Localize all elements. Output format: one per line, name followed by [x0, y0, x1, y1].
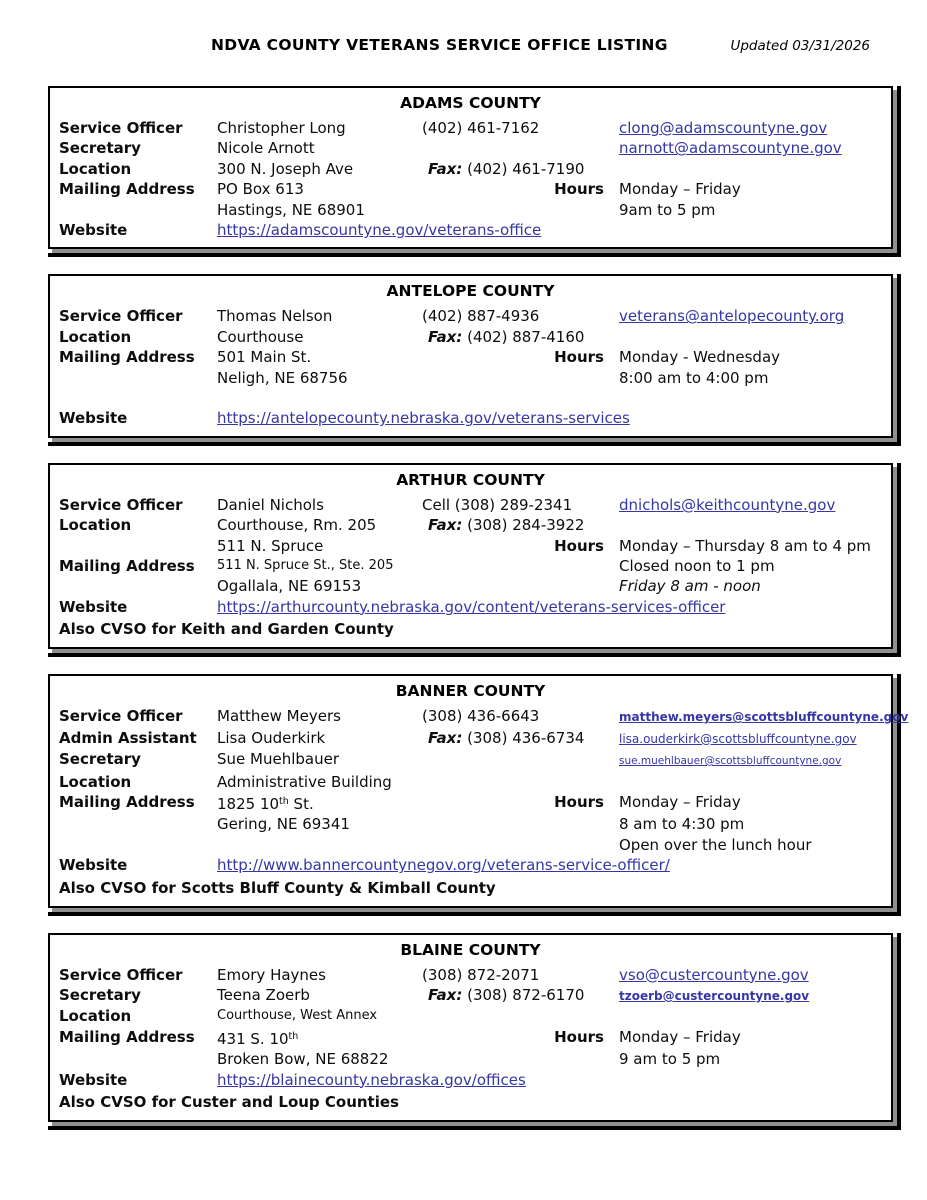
county-box-banner	[48, 674, 909, 915]
hours-label: Hours	[554, 536, 604, 555]
fax-label: Fax:	[428, 159, 463, 178]
email-cell	[619, 965, 882, 985]
field-label: Secretary	[59, 985, 141, 1004]
hours-value: Closed noon to 1 pm	[619, 557, 775, 576]
fax-number: Fax: (308) 436-6734	[422, 728, 619, 749]
field-value: Ogallala, NE 69153	[217, 577, 362, 596]
field-value: Sue Muehlbauer	[217, 750, 339, 769]
field-label: Mailing Address	[59, 557, 195, 576]
email-cell	[619, 495, 882, 515]
info-row	[50, 1049, 891, 1069]
field-value: 431 S. 10th	[217, 1029, 299, 1048]
phone-number: (308) 436-6643	[422, 707, 540, 726]
info-row	[50, 792, 891, 814]
field-value: Courthouse	[217, 327, 304, 346]
hours-label: Hours	[554, 1027, 604, 1046]
field-label: Service Officer	[59, 119, 183, 137]
info-row	[50, 1006, 891, 1026]
county-title: ARTHUR COUNTY	[396, 470, 545, 489]
hours-label: Hours	[554, 180, 604, 199]
website-row	[50, 855, 891, 875]
county-listing	[48, 86, 909, 1130]
county-title: ANTELOPE COUNTY	[386, 282, 555, 301]
page-title: NDVA COUNTY VETERANS SERVICE OFFICE LISTING	[211, 36, 668, 54]
page-header	[48, 36, 870, 60]
fax-label: Fax:	[428, 985, 463, 1004]
field-value: Christopher Long	[217, 119, 346, 137]
field-label: Location	[59, 327, 132, 346]
website-link[interactable]: http://www.bannercountynegov.org/veterans-service-officer/	[217, 856, 670, 875]
info-row	[50, 159, 891, 179]
field-value: 1825 10th St.	[217, 794, 314, 813]
field-label: Website	[59, 221, 128, 240]
email-cell	[619, 749, 882, 771]
field-value: PO Box 613	[217, 180, 304, 199]
email-link[interactable]: sue.muehlbauer@scottsbluffcountyne.gov	[619, 755, 842, 768]
county-box-blaine	[48, 933, 901, 1130]
field-label: Website	[59, 1070, 128, 1089]
field-value: Teena Zoerb	[217, 985, 310, 1004]
county-box-antelope	[48, 274, 901, 445]
info-row	[50, 835, 891, 855]
fax-label: Fax:	[428, 327, 463, 346]
website-link[interactable]: https://arthurcounty.nebraska.gov/content/veterans-services-officer	[217, 597, 726, 616]
field-label: Website	[59, 597, 128, 616]
field-label: Website	[59, 409, 128, 428]
email-link[interactable]: dnichols@keithcountyne.gov	[619, 495, 836, 514]
phone-number: (308) 872-2071	[422, 965, 540, 984]
info-row	[50, 179, 891, 199]
info-row	[50, 368, 891, 388]
info-row	[50, 138, 891, 158]
hours-value: Monday – Thursday 8 am to 4 pm	[619, 536, 871, 555]
county-box-arthur	[48, 463, 901, 657]
field-label: Service Officer	[59, 307, 183, 326]
info-row	[50, 772, 891, 792]
field-label: Mailing Address	[59, 180, 195, 199]
email-link[interactable]: tzoerb@custercountyne.gov	[619, 988, 810, 1003]
county-title: BANNER COUNTY	[395, 682, 546, 701]
website-link[interactable]: https://adamscountyne.gov/veterans-office	[217, 221, 542, 240]
info-row	[50, 515, 891, 535]
info-row	[50, 536, 891, 556]
info-row	[50, 327, 891, 347]
email-cell	[619, 138, 882, 158]
field-value: Gering, NE 69341	[217, 815, 350, 834]
info-row	[50, 576, 891, 596]
info-row	[50, 965, 891, 985]
field-value: Daniel Nichols	[217, 495, 324, 514]
website-link[interactable]: https://blainecounty.nebraska.gov/offices	[217, 1070, 526, 1089]
website-link[interactable]: https://antelopecounty.nebraska.gov/veterans-services	[217, 409, 630, 428]
field-value: Neligh, NE 68756	[217, 368, 348, 387]
email-link[interactable]: lisa.ouderkirk@scottsbluffcountyne.gov	[619, 731, 857, 746]
email-link[interactable]: matthew.meyers@scottsbluffcountyne.gov	[619, 710, 909, 725]
cvso-note: Also CVSO for Custer and Loup Counties	[59, 1092, 399, 1111]
fax-number: Fax: (402) 887-4160	[422, 327, 619, 347]
county-title: BLAINE COUNTY	[400, 940, 541, 959]
cvso-note: Also CVSO for Scotts Bluff County & Kimball County	[59, 878, 496, 897]
website-row	[50, 408, 891, 428]
hours-value: Friday 8 am - noon	[619, 577, 761, 596]
email-cell	[619, 985, 882, 1006]
field-label: Website	[59, 856, 128, 875]
website-row	[50, 597, 891, 617]
field-label: Location	[59, 1007, 132, 1026]
info-row	[50, 814, 891, 834]
info-row	[50, 200, 891, 220]
email-link[interactable]: veterans@antelopecounty.org	[619, 307, 845, 326]
field-label: Admin Assistant	[59, 728, 197, 747]
county-box-adams	[48, 86, 901, 257]
field-value: Courthouse, West Annex	[217, 1008, 378, 1024]
field-label: Secretary	[59, 139, 141, 158]
field-label: Service Officer	[59, 495, 183, 514]
email-link[interactable]: clong@adamscountyne.gov	[619, 119, 828, 137]
hours-value: Monday – Friday	[619, 180, 741, 199]
fax-number: Fax: (308) 872-6170	[422, 985, 619, 1006]
blank-row	[50, 388, 891, 408]
field-value: Hastings, NE 68901	[217, 200, 365, 219]
website-row	[50, 1070, 891, 1090]
email-link[interactable]: vso@custercountyne.gov	[619, 965, 809, 984]
website-row	[50, 220, 891, 240]
document-page	[0, 36, 927, 1200]
info-row	[50, 495, 891, 515]
email-cell	[619, 728, 882, 749]
hours-value: Monday – Friday	[619, 792, 741, 811]
field-value: Lisa Ouderkirk	[217, 728, 326, 747]
field-value: Thomas Nelson	[217, 307, 333, 326]
hours-value: Monday – Friday	[619, 1027, 741, 1046]
email-cell	[619, 118, 882, 138]
info-row	[50, 556, 891, 576]
hours-value: 9 am to 5 pm	[619, 1050, 721, 1069]
field-label: Secretary	[59, 750, 141, 769]
info-row	[50, 1027, 891, 1049]
field-value: 511 N. Spruce	[217, 536, 324, 555]
field-label: Service Officer	[59, 965, 183, 984]
hours-label: Hours	[554, 792, 604, 811]
hours-value: Monday - Wednesday	[619, 348, 781, 367]
info-row	[50, 118, 891, 138]
field-value: 511 N. Spruce St., Ste. 205	[217, 558, 394, 574]
field-value: Matthew Meyers	[217, 707, 341, 726]
hours-value: Open over the lunch hour	[619, 835, 812, 854]
info-row	[50, 985, 891, 1006]
field-label: Location	[59, 772, 132, 791]
field-label: Mailing Address	[59, 348, 195, 367]
field-label: Location	[59, 516, 132, 535]
county-title: ADAMS COUNTY	[400, 94, 541, 112]
fax-number: Fax: (308) 284-3922	[422, 515, 619, 535]
info-row	[50, 306, 891, 326]
hours-value: 8 am to 4:30 pm	[619, 815, 745, 834]
field-value: Emory Haynes	[217, 965, 326, 984]
fax-number: Fax: (402) 461-7190	[422, 159, 619, 179]
phone-number: (402) 887-4936	[422, 307, 540, 326]
ordinal-superscript: th	[288, 1030, 299, 1042]
fax-label: Fax:	[428, 516, 463, 535]
field-value: Administrative Building	[217, 772, 392, 791]
hours-label: Hours	[554, 348, 604, 367]
info-row	[50, 347, 891, 367]
field-value: 300 N. Joseph Ave	[217, 159, 354, 178]
fax-label: Fax:	[428, 728, 463, 747]
field-label: Mailing Address	[59, 792, 195, 811]
ordinal-superscript: th	[279, 795, 289, 807]
field-value: Broken Bow, NE 68822	[217, 1050, 389, 1069]
phone-number: (402) 461-7162	[422, 119, 540, 137]
field-label: Location	[59, 159, 132, 178]
info-row	[50, 749, 891, 771]
cvso-note: Also CVSO for Keith and Garden County	[59, 620, 394, 639]
field-label: Mailing Address	[59, 1027, 195, 1046]
hours-value: 9am to 5 pm	[619, 200, 716, 219]
field-value: Nicole Arnott	[217, 139, 315, 158]
info-row	[50, 728, 891, 749]
field-label: Service Officer	[59, 707, 183, 726]
info-row	[50, 706, 909, 727]
hours-value: 8:00 am to 4:00 pm	[619, 368, 769, 387]
email-cell	[619, 306, 882, 326]
phone-number: Cell (308) 289-2341	[422, 495, 573, 514]
field-value: 501 Main St.	[217, 348, 312, 367]
email-link[interactable]: narnott@adamscountyne.gov	[619, 139, 842, 158]
email-cell	[619, 706, 908, 727]
updated-date: Updated 03/31/2026	[730, 38, 870, 54]
field-value: Courthouse, Rm. 205	[217, 516, 377, 535]
